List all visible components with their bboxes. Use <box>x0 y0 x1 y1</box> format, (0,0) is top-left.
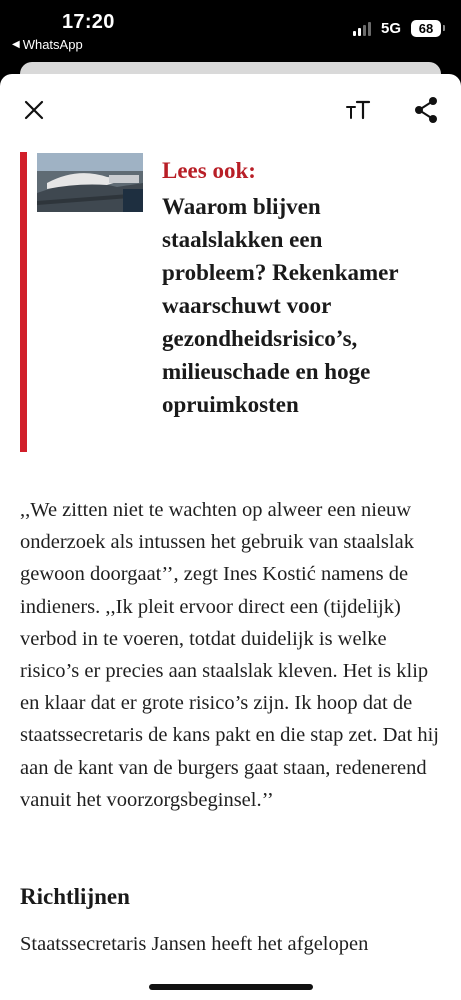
share-button[interactable] <box>410 94 442 126</box>
home-indicator[interactable] <box>149 984 313 990</box>
related-accent-bar <box>20 152 27 452</box>
battery-icon: 68 <box>411 20 441 37</box>
status-time: 17:20 <box>62 11 115 33</box>
related-label: Lees ook: <box>162 158 256 183</box>
status-bar <box>0 0 461 58</box>
article-toolbar <box>0 74 461 146</box>
text-size-button[interactable] <box>342 94 374 126</box>
related-title[interactable]: Waarom blijven staalslakken een probleem? Rekenkamer waarschuwt voor gezondheidsrisico’s, milieuschade en hoge opruimkosten <box>162 194 399 417</box>
close-icon <box>24 100 44 120</box>
text-size-icon <box>345 98 371 122</box>
status-indicators <box>353 20 441 37</box>
related-article[interactable] <box>20 152 440 452</box>
network-label: 5G <box>380 20 401 37</box>
signal-icon <box>353 22 371 36</box>
section-heading: Richtlijnen <box>20 884 130 909</box>
share-icon <box>413 96 439 124</box>
back-triangle-icon: ◀ <box>12 39 20 50</box>
article-sheet <box>0 74 461 1000</box>
back-app-label: WhatsApp <box>22 37 83 52</box>
article-paragraph: ,,We zitten niet te wachten op alweer een nieuw onderzoek als intussen het gebruik van staalslak gewoon doorgaat’’, zegt Ines Kostić namens de indieners. ,,Ik pleit ervoor direct een (tijdelijk) verbod in te voeren, totdat duidelijk is welke risico’s er precies aan staalslak kleven. Het is klip en klaar dat er grote risico’s zijn. Ik hoop dat de staatssecretaris de kans pakt en die stap zet. Dat hij aan de kant van de burgers gaat staan, redenerend vanuit het voorzorgsbeginsel.’’ <box>20 499 439 811</box>
back-to-app[interactable] <box>12 37 83 52</box>
close-button[interactable] <box>18 94 50 126</box>
related-thumbnail <box>37 153 143 212</box>
article-paragraph-2: Staatssecretaris Jansen heeft het afgelopen <box>20 933 369 955</box>
